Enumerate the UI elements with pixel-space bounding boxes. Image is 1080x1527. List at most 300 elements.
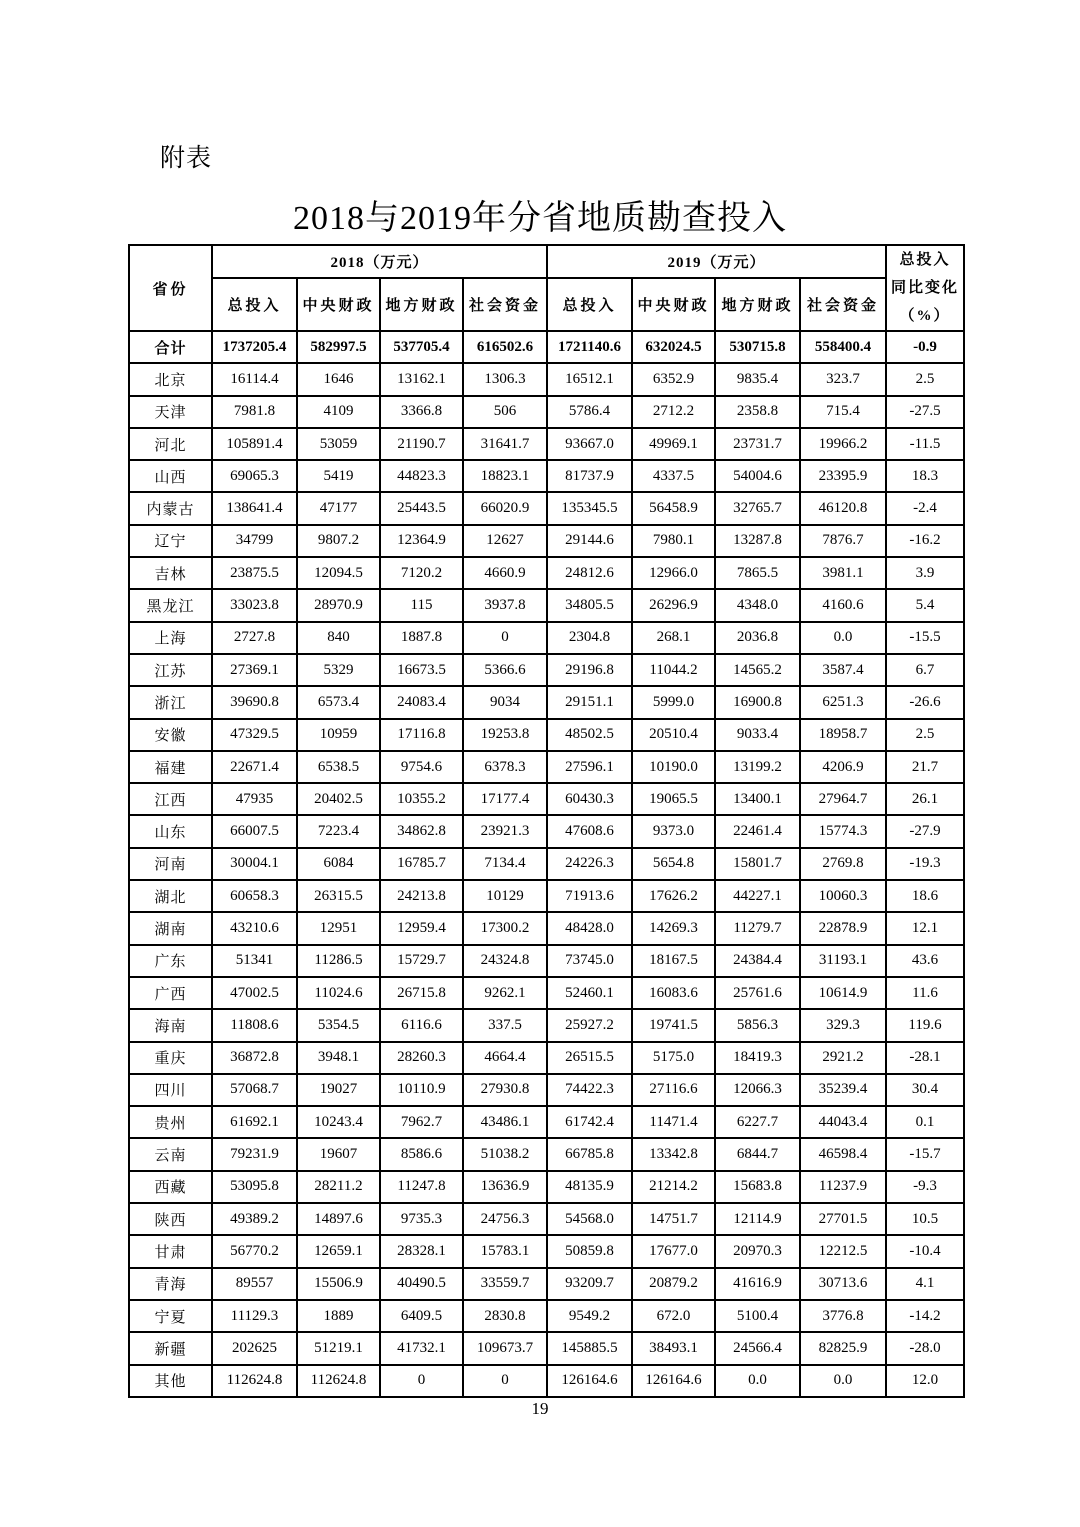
- value-cell: 38493.1: [632, 1332, 715, 1364]
- value-cell: 16785.7: [380, 848, 463, 880]
- value-cell: 54004.6: [715, 460, 800, 492]
- value-cell: 20970.3: [715, 1235, 800, 1267]
- table-row: [129, 1171, 964, 1203]
- value-cell: 12966.0: [632, 557, 715, 589]
- value-cell: 537705.4: [380, 331, 463, 363]
- value-cell: 9807.2: [297, 525, 380, 557]
- col-header-province: 省份: [129, 245, 212, 331]
- value-cell: 66007.5: [212, 815, 297, 847]
- value-cell: 6378.3: [463, 751, 547, 783]
- value-cell: 11279.7: [715, 912, 800, 944]
- value-cell: 6116.6: [380, 1009, 463, 1041]
- value-cell: 10110.9: [380, 1074, 463, 1106]
- value-cell: 10060.3: [800, 880, 886, 912]
- value-cell: 0: [463, 622, 547, 654]
- value-cell: 71913.6: [547, 880, 632, 912]
- value-cell: 47002.5: [212, 977, 297, 1009]
- value-cell: 73745.0: [547, 945, 632, 977]
- value-cell: 9735.3: [380, 1203, 463, 1235]
- value-cell: 13287.8: [715, 525, 800, 557]
- value-cell: 26515.5: [547, 1042, 632, 1074]
- value-cell: 27596.1: [547, 751, 632, 783]
- value-cell: 0.1: [886, 1106, 964, 1138]
- value-cell: 5175.0: [632, 1042, 715, 1074]
- value-cell: 202625: [212, 1332, 297, 1364]
- value-cell: 2036.8: [715, 622, 800, 654]
- value-cell: 51341: [212, 945, 297, 977]
- value-cell: 4.1: [886, 1268, 964, 1300]
- value-cell: 8586.6: [380, 1138, 463, 1170]
- value-cell: 41616.9: [715, 1268, 800, 1300]
- table-row: [129, 977, 964, 1009]
- value-cell: 24756.3: [463, 1203, 547, 1235]
- value-cell: 3587.4: [800, 654, 886, 686]
- value-cell: 6844.7: [715, 1138, 800, 1170]
- province-cell: 广东: [129, 945, 212, 977]
- value-cell: 30004.1: [212, 848, 297, 880]
- value-cell: 30.4: [886, 1074, 964, 1106]
- value-cell: 6251.3: [800, 686, 886, 718]
- table-row: [129, 1332, 964, 1364]
- value-cell: 22671.4: [212, 751, 297, 783]
- value-cell: 33023.8: [212, 589, 297, 621]
- value-cell: 53095.8: [212, 1171, 297, 1203]
- value-cell: 2.5: [886, 719, 964, 751]
- value-cell: 47329.5: [212, 719, 297, 751]
- value-cell: 44043.4: [800, 1106, 886, 1138]
- value-cell: 41732.1: [380, 1332, 463, 1364]
- value-cell: 15683.8: [715, 1171, 800, 1203]
- value-cell: 10190.0: [632, 751, 715, 783]
- value-cell: 49969.1: [632, 428, 715, 460]
- value-cell: 56458.9: [632, 492, 715, 524]
- table-row: [129, 815, 964, 847]
- table-row: [129, 589, 964, 621]
- value-cell: 24083.4: [380, 686, 463, 718]
- value-cell: 7865.5: [715, 557, 800, 589]
- header-group-row: [129, 245, 964, 278]
- value-cell: 4660.9: [463, 557, 547, 589]
- province-cell: 河南: [129, 848, 212, 880]
- value-cell: 21190.7: [380, 428, 463, 460]
- value-cell: 28970.9: [297, 589, 380, 621]
- col-header-2019-social: 社会资金: [800, 278, 886, 331]
- value-cell: 49389.2: [212, 1203, 297, 1235]
- value-cell: 18.6: [886, 880, 964, 912]
- value-cell: -11.5: [886, 428, 964, 460]
- value-cell: 25927.2: [547, 1009, 632, 1041]
- value-cell: 4160.6: [800, 589, 886, 621]
- value-cell: 15506.9: [297, 1268, 380, 1300]
- value-cell: 34862.8: [380, 815, 463, 847]
- value-cell: 16900.8: [715, 686, 800, 718]
- value-cell: 48502.5: [547, 719, 632, 751]
- value-cell: 17677.0: [632, 1235, 715, 1267]
- value-cell: 47935: [212, 783, 297, 815]
- value-cell: 112624.8: [212, 1365, 297, 1398]
- value-cell: 43210.6: [212, 912, 297, 944]
- table-row: [129, 1203, 964, 1235]
- value-cell: 53059: [297, 428, 380, 460]
- investment-table: [128, 244, 965, 1398]
- value-cell: 12094.5: [297, 557, 380, 589]
- value-cell: 5354.5: [297, 1009, 380, 1041]
- value-cell: 26315.5: [297, 880, 380, 912]
- value-cell: 18419.3: [715, 1042, 800, 1074]
- value-cell: 2769.8: [800, 848, 886, 880]
- value-cell: 23921.3: [463, 815, 547, 847]
- value-cell: -9.3: [886, 1171, 964, 1203]
- value-cell: 126164.6: [632, 1365, 715, 1398]
- province-cell: 内蒙古: [129, 492, 212, 524]
- value-cell: 20402.5: [297, 783, 380, 815]
- value-cell: 7980.1: [632, 525, 715, 557]
- col-header-2019-local: 地方财政: [715, 278, 800, 331]
- value-cell: 12.0: [886, 1365, 964, 1398]
- value-cell: 43.6: [886, 945, 964, 977]
- value-cell: -27.5: [886, 396, 964, 428]
- value-cell: 12066.3: [715, 1074, 800, 1106]
- value-cell: 20879.2: [632, 1268, 715, 1300]
- province-cell: 青海: [129, 1268, 212, 1300]
- value-cell: 119.6: [886, 1009, 964, 1041]
- table-row: [129, 1268, 964, 1300]
- value-cell: 16673.5: [380, 654, 463, 686]
- value-cell: 1737205.4: [212, 331, 297, 363]
- table-row: [129, 719, 964, 751]
- value-cell: 17177.4: [463, 783, 547, 815]
- value-cell: 50859.8: [547, 1235, 632, 1267]
- value-cell: 28211.2: [297, 1171, 380, 1203]
- value-cell: -15.5: [886, 622, 964, 654]
- value-cell: 6.7: [886, 654, 964, 686]
- col-header-2018-total: 总投入: [212, 278, 297, 331]
- value-cell: 2.5: [886, 363, 964, 395]
- value-cell: 105891.4: [212, 428, 297, 460]
- value-cell: 48428.0: [547, 912, 632, 944]
- value-cell: 6538.5: [297, 751, 380, 783]
- value-cell: 9373.0: [632, 815, 715, 847]
- table-row: [129, 492, 964, 524]
- province-cell: 浙江: [129, 686, 212, 718]
- value-cell: 6227.7: [715, 1106, 800, 1138]
- value-cell: 7962.7: [380, 1106, 463, 1138]
- province-cell: 江苏: [129, 654, 212, 686]
- table-row: [129, 654, 964, 686]
- province-cell: 海南: [129, 1009, 212, 1041]
- value-cell: 60430.3: [547, 783, 632, 815]
- value-cell: 616502.6: [463, 331, 547, 363]
- value-cell: 3366.8: [380, 396, 463, 428]
- value-cell: 44823.3: [380, 460, 463, 492]
- value-cell: 19966.2: [800, 428, 886, 460]
- value-cell: 66785.8: [547, 1138, 632, 1170]
- province-cell: 贵州: [129, 1106, 212, 1138]
- value-cell: 15774.3: [800, 815, 886, 847]
- value-cell: 11247.8: [380, 1171, 463, 1203]
- province-cell: 上海: [129, 622, 212, 654]
- province-cell: 湖北: [129, 880, 212, 912]
- value-cell: 79231.9: [212, 1138, 297, 1170]
- value-cell: 24566.4: [715, 1332, 800, 1364]
- value-cell: 39690.8: [212, 686, 297, 718]
- value-cell: 12627: [463, 525, 547, 557]
- col-header-2019-central: 中央财政: [632, 278, 715, 331]
- table-row-total: [129, 331, 964, 363]
- value-cell: 34805.5: [547, 589, 632, 621]
- value-cell: 24324.8: [463, 945, 547, 977]
- value-cell: 47177: [297, 492, 380, 524]
- province-cell: 山西: [129, 460, 212, 492]
- value-cell: 27369.1: [212, 654, 297, 686]
- value-cell: 25761.6: [715, 977, 800, 1009]
- value-cell: 26296.9: [632, 589, 715, 621]
- value-cell: 11237.9: [800, 1171, 886, 1203]
- value-cell: 31641.7: [463, 428, 547, 460]
- value-cell: 13342.8: [632, 1138, 715, 1170]
- table-row: [129, 1138, 964, 1170]
- value-cell: 18823.1: [463, 460, 547, 492]
- value-cell: 0: [380, 1365, 463, 1398]
- value-cell: 7134.4: [463, 848, 547, 880]
- value-cell: 2304.8: [547, 622, 632, 654]
- value-cell: 5.4: [886, 589, 964, 621]
- value-cell: 16083.6: [632, 977, 715, 1009]
- value-cell: 3.9: [886, 557, 964, 589]
- value-cell: 66020.9: [463, 492, 547, 524]
- value-cell: 11.6: [886, 977, 964, 1009]
- province-cell: 河北: [129, 428, 212, 460]
- value-cell: 2830.8: [463, 1300, 547, 1332]
- value-cell: 11024.6: [297, 977, 380, 1009]
- value-cell: 506: [463, 396, 547, 428]
- value-cell: 12212.5: [800, 1235, 886, 1267]
- province-cell: 安徽: [129, 719, 212, 751]
- value-cell: 138641.4: [212, 492, 297, 524]
- page-title: 2018与2019年分省地质勘查投入: [293, 200, 787, 237]
- value-cell: 27930.8: [463, 1074, 547, 1106]
- value-cell: 14269.3: [632, 912, 715, 944]
- value-cell: 4109: [297, 396, 380, 428]
- value-cell: 10355.2: [380, 783, 463, 815]
- value-cell: 46120.8: [800, 492, 886, 524]
- col-header-2018-local: 地方财政: [380, 278, 463, 331]
- table-row: [129, 1106, 964, 1138]
- value-cell: 0.0: [800, 622, 886, 654]
- value-cell: 14751.7: [632, 1203, 715, 1235]
- change-header-line1: 总投入: [899, 252, 951, 268]
- value-cell: 10129: [463, 880, 547, 912]
- value-cell: 7120.2: [380, 557, 463, 589]
- value-cell: 329.3: [800, 1009, 886, 1041]
- value-cell: 10243.4: [297, 1106, 380, 1138]
- value-cell: 13162.1: [380, 363, 463, 395]
- province-cell: 合计: [129, 331, 212, 363]
- value-cell: 109673.7: [463, 1332, 547, 1364]
- col-header-2019-total: 总投入: [547, 278, 632, 331]
- value-cell: 61742.4: [547, 1106, 632, 1138]
- table-row: [129, 1235, 964, 1267]
- province-cell: 西藏: [129, 1171, 212, 1203]
- col-group-2018: 2018（万元）: [212, 245, 547, 278]
- province-cell: 山东: [129, 815, 212, 847]
- value-cell: 12114.9: [715, 1203, 800, 1235]
- value-cell: 93209.7: [547, 1268, 632, 1300]
- province-cell: 北京: [129, 363, 212, 395]
- province-cell: 新疆: [129, 1332, 212, 1364]
- value-cell: 672.0: [632, 1300, 715, 1332]
- value-cell: 2921.2: [800, 1042, 886, 1074]
- table-row: [129, 1365, 964, 1398]
- province-cell: 甘肃: [129, 1235, 212, 1267]
- value-cell: 89557: [212, 1268, 297, 1300]
- value-cell: 5100.4: [715, 1300, 800, 1332]
- value-cell: 19027: [297, 1074, 380, 1106]
- value-cell: 14897.6: [297, 1203, 380, 1235]
- province-cell: 福建: [129, 751, 212, 783]
- value-cell: 5329: [297, 654, 380, 686]
- value-cell: 18.3: [886, 460, 964, 492]
- value-cell: 5654.8: [632, 848, 715, 880]
- value-cell: 12364.9: [380, 525, 463, 557]
- value-cell: 115: [380, 589, 463, 621]
- value-cell: 9262.1: [463, 977, 547, 1009]
- value-cell: 5856.3: [715, 1009, 800, 1041]
- value-cell: 24812.6: [547, 557, 632, 589]
- value-cell: 51219.1: [297, 1332, 380, 1364]
- value-cell: 558400.4: [800, 331, 886, 363]
- col-header-2018-central: 中央财政: [297, 278, 380, 331]
- value-cell: 17626.2: [632, 880, 715, 912]
- value-cell: -10.4: [886, 1235, 964, 1267]
- value-cell: 3776.8: [800, 1300, 886, 1332]
- value-cell: -28.1: [886, 1042, 964, 1074]
- province-cell: 宁夏: [129, 1300, 212, 1332]
- change-header-line2: 同比变化: [891, 280, 960, 296]
- value-cell: 44227.1: [715, 880, 800, 912]
- value-cell: 93667.0: [547, 428, 632, 460]
- value-cell: 11044.2: [632, 654, 715, 686]
- value-cell: 40490.5: [380, 1268, 463, 1300]
- value-cell: 12951: [297, 912, 380, 944]
- province-cell: 辽宁: [129, 525, 212, 557]
- value-cell: 7981.8: [212, 396, 297, 428]
- value-cell: 21.7: [886, 751, 964, 783]
- header-sub-row: [129, 278, 964, 331]
- value-cell: 6352.9: [632, 363, 715, 395]
- value-cell: 61692.1: [212, 1106, 297, 1138]
- value-cell: 27701.5: [800, 1203, 886, 1235]
- province-cell: 吉林: [129, 557, 212, 589]
- value-cell: 268.1: [632, 622, 715, 654]
- value-cell: 18167.5: [632, 945, 715, 977]
- value-cell: 0.0: [800, 1365, 886, 1398]
- value-cell: 28260.3: [380, 1042, 463, 1074]
- value-cell: 16512.1: [547, 363, 632, 395]
- table-row: [129, 1300, 964, 1332]
- value-cell: 5786.4: [547, 396, 632, 428]
- value-cell: 5999.0: [632, 686, 715, 718]
- value-cell: 56770.2: [212, 1235, 297, 1267]
- table-row: [129, 525, 964, 557]
- value-cell: 1306.3: [463, 363, 547, 395]
- value-cell: 10.5: [886, 1203, 964, 1235]
- value-cell: 1887.8: [380, 622, 463, 654]
- value-cell: 23395.9: [800, 460, 886, 492]
- value-cell: 23731.7: [715, 428, 800, 460]
- col-header-change: [886, 245, 964, 331]
- value-cell: 27116.6: [632, 1074, 715, 1106]
- table-row: [129, 396, 964, 428]
- value-cell: 7223.4: [297, 815, 380, 847]
- value-cell: 0.0: [715, 1365, 800, 1398]
- value-cell: 47608.6: [547, 815, 632, 847]
- value-cell: 10614.9: [800, 977, 886, 1009]
- table-row: [129, 1074, 964, 1106]
- value-cell: 69065.3: [212, 460, 297, 492]
- value-cell: 323.7: [800, 363, 886, 395]
- table-row: [129, 880, 964, 912]
- value-cell: -2.4: [886, 492, 964, 524]
- value-cell: 57068.7: [212, 1074, 297, 1106]
- table-row: [129, 751, 964, 783]
- table-row: [129, 912, 964, 944]
- table-row: [129, 363, 964, 395]
- value-cell: 3981.1: [800, 557, 886, 589]
- value-cell: 11471.4: [632, 1106, 715, 1138]
- table-row: [129, 622, 964, 654]
- value-cell: 43486.1: [463, 1106, 547, 1138]
- value-cell: 31193.1: [800, 945, 886, 977]
- value-cell: 5419: [297, 460, 380, 492]
- value-cell: 145885.5: [547, 1332, 632, 1364]
- value-cell: 51038.2: [463, 1138, 547, 1170]
- value-cell: 11286.5: [297, 945, 380, 977]
- value-cell: 14565.2: [715, 654, 800, 686]
- value-cell: 4337.5: [632, 460, 715, 492]
- table-body: [129, 331, 964, 1397]
- value-cell: 52460.1: [547, 977, 632, 1009]
- value-cell: 35239.4: [800, 1074, 886, 1106]
- value-cell: 18958.7: [800, 719, 886, 751]
- province-cell: 云南: [129, 1138, 212, 1170]
- value-cell: 17300.2: [463, 912, 547, 944]
- value-cell: 135345.5: [547, 492, 632, 524]
- value-cell: 11129.3: [212, 1300, 297, 1332]
- value-cell: 6573.4: [297, 686, 380, 718]
- value-cell: 24226.3: [547, 848, 632, 880]
- table-row: [129, 945, 964, 977]
- value-cell: 17116.8: [380, 719, 463, 751]
- value-cell: 29144.6: [547, 525, 632, 557]
- value-cell: 34799: [212, 525, 297, 557]
- value-cell: 840: [297, 622, 380, 654]
- province-cell: 黑龙江: [129, 589, 212, 621]
- value-cell: 54568.0: [547, 1203, 632, 1235]
- value-cell: 26.1: [886, 783, 964, 815]
- value-cell: 9549.2: [547, 1300, 632, 1332]
- value-cell: 22878.9: [800, 912, 886, 944]
- province-cell: 重庆: [129, 1042, 212, 1074]
- value-cell: 13199.2: [715, 751, 800, 783]
- value-cell: 20510.4: [632, 719, 715, 751]
- value-cell: 12659.1: [297, 1235, 380, 1267]
- value-cell: 582997.5: [297, 331, 380, 363]
- value-cell: 10959: [297, 719, 380, 751]
- value-cell: 9754.6: [380, 751, 463, 783]
- value-cell: 126164.6: [547, 1365, 632, 1398]
- table-row: [129, 848, 964, 880]
